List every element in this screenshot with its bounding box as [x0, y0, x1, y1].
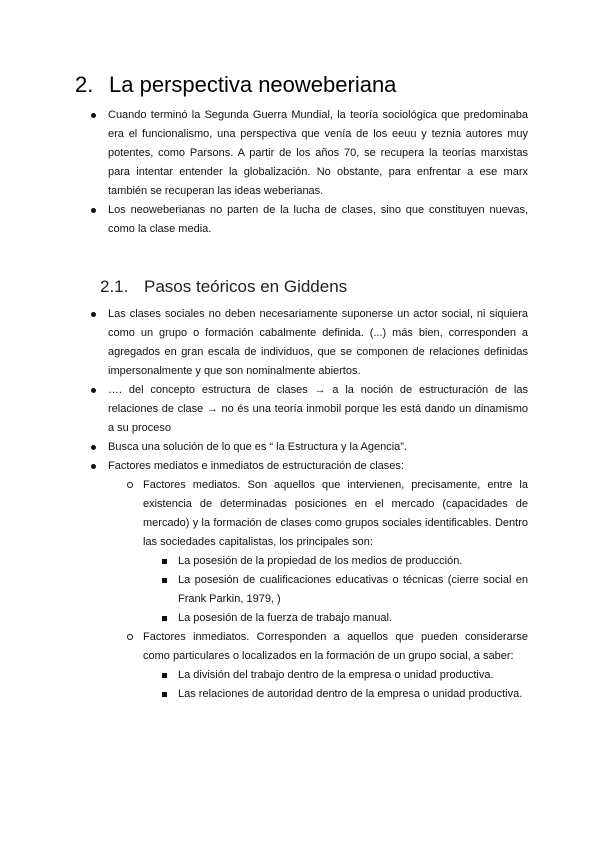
bullet-icon: [91, 208, 96, 213]
item-text: La posesión de la propiedad de los medios de producción.: [178, 555, 463, 567]
list-item: [108, 305, 528, 381]
list-item: [108, 438, 528, 457]
list-item: [108, 457, 528, 704]
section-title: La perspectiva neoweberiana: [109, 72, 397, 97]
bullet-text: …. del concepto estructura de clases → a la noción de estructuración de las relaciones de clase → no és una teoría inmobil porque les está dando un dinamismo a su proceso: [108, 384, 528, 434]
subsection-title: Pasos teóricos en Giddens: [144, 277, 348, 296]
factores-list: [108, 476, 528, 704]
bullet-icon: [91, 464, 96, 469]
bullet-icon: [91, 388, 96, 393]
bullet-icon: [91, 312, 96, 317]
circle-bullet-icon: [127, 634, 133, 640]
section-bullet-list: [0, 106, 600, 239]
factores-mediatos-items: [143, 552, 528, 628]
section-number: 2.: [75, 72, 94, 97]
bullet-text: Los neoweberianas no parten de la lucha de clases, sino que constituyen nuevas, como la clase media.: [108, 204, 528, 235]
item-text: Las relaciones de autoridad dentro de la empresa o unidad productiva.: [178, 688, 523, 700]
bullet-icon: [91, 445, 96, 450]
square-bullet-icon: [162, 673, 167, 678]
square-bullet-icon: [162, 559, 167, 564]
bullet-text: Cuando terminó la Segunda Guerra Mundial, la teoría sociológica que predominaba era el funcionalismo, una perspectiva que venía de los eeuu y teznia autores muy potentes, como Parsons. A partir de los años 70, se recupera la teorías marxistas para intentar entender la globalización. No obstante, para enfrentar a ese marx también se recuperan las ideas weberianas.: [108, 109, 528, 197]
square-bullet-icon: [162, 578, 167, 583]
item-text: La posesión de la fuerza de trabajo manual.: [178, 612, 393, 624]
list-item: [178, 666, 528, 685]
list-item: [108, 106, 528, 201]
factores-inmediatos-items: [143, 666, 528, 704]
list-item-factores-mediatos: [143, 476, 528, 628]
list-item: [178, 685, 528, 704]
factores-inmediatos-text: Factores inmediatos. Corresponden a aquellos que pueden considerarse como particulares o localizados en la formación de un grupo social, a saber:: [143, 631, 528, 662]
square-bullet-icon: [162, 616, 167, 621]
list-item: [108, 201, 528, 239]
bullet-text: Las clases sociales no deben necesariamente suponerse un actor social, ni siquiera como un grupo o formación cabalmente definida. (...) más bien, corresponden a agregados en gran escala de individuos, que se componen de relaciones definidas impersonalmente y que son nominalmente abiertos.: [108, 308, 528, 377]
bullet-icon: [91, 113, 96, 118]
bullet-text: Factores mediatos e inmediatos de estructuración de clases:: [108, 460, 404, 472]
subsection-heading: [100, 276, 347, 298]
list-item: [108, 381, 528, 438]
item-text: La posesión de cualificaciones educativas o técnicas (cierre social en Frank Parkin, 1979, ): [178, 574, 528, 605]
list-item: [178, 552, 528, 571]
list-item-factores-inmediatos: [143, 628, 528, 704]
factores-mediatos-text: Factores mediatos. Son aquellos que intervienen, precisamente, entre la existencia de determinadas posiciones en el mercado (capacidades de mercado) y la formación de clases como grupos sociales identificables. Dentro las sociedades capitalistas, los principales son:: [143, 479, 528, 548]
item-text: La división del trabajo dentro de la empresa o unidad productiva.: [178, 669, 494, 681]
section-heading: [75, 70, 396, 100]
circle-bullet-icon: [127, 482, 133, 488]
list-item: [178, 609, 528, 628]
list-item: [178, 571, 528, 609]
square-bullet-icon: [162, 692, 167, 697]
bullet-text: Busca una solución de lo que es “ la Estructura y la Agencia”.: [108, 441, 408, 453]
subsection-number: 2.1.: [100, 277, 129, 296]
subsection-bullet-list: [0, 305, 600, 704]
